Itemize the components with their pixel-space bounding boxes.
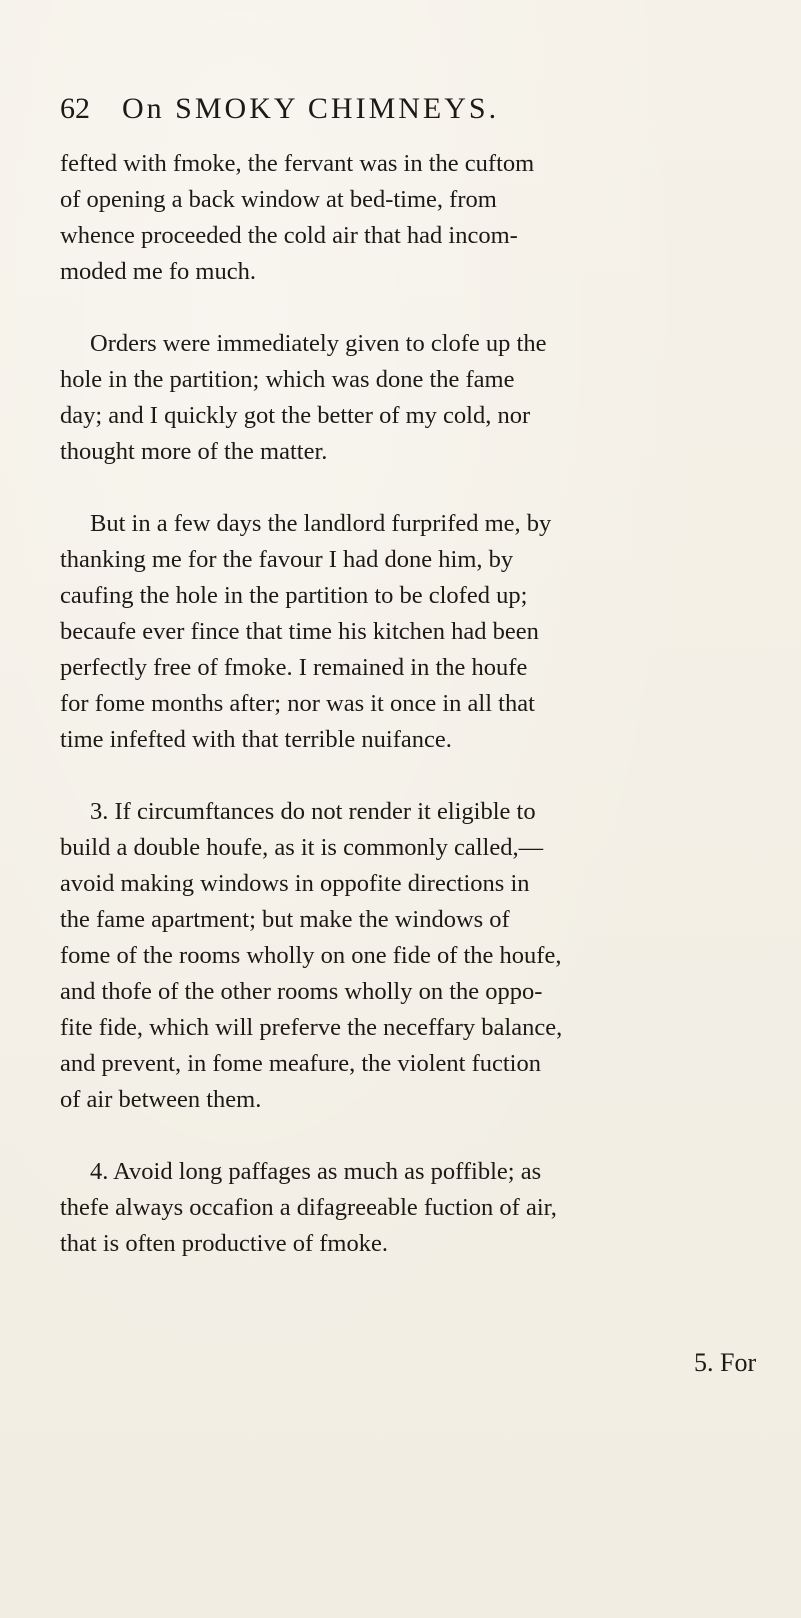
text-line: 3. If circumftances do not render it eligible to <box>90 798 536 825</box>
text-line: thefe always occafion a difagreeable fuction of air, <box>60 1194 557 1221</box>
paragraph-spacer <box>60 758 780 794</box>
running-title: On SMOKY CHIMNEYS. <box>122 92 500 125</box>
text-line: and thofe of the other rooms wholly on the oppo- <box>60 978 543 1005</box>
text-line: the fame apartment; but make the windows of <box>60 906 510 933</box>
text-line: build a double houfe, as it is commonly called,— <box>60 834 544 861</box>
text-line: fome of the rooms wholly on one fide of the houfe, <box>60 942 562 969</box>
text-line: 4. Avoid long paffages as much as poffible; as <box>90 1158 542 1185</box>
text-line: caufing the hole in the partition to be clofed up; <box>60 582 528 609</box>
text-line: becaufe ever fince that time his kitchen had been <box>60 618 539 645</box>
paragraph-landlord <box>60 506 780 758</box>
text-line: time infefted with that terrible nuifance. <box>60 726 452 753</box>
text-line: thought more of the matter. <box>60 438 328 465</box>
text-line: moded me fo much. <box>60 258 256 285</box>
text-line: whence proceeded the cold air that had incom- <box>60 222 518 249</box>
paragraph-spacer <box>60 1118 780 1154</box>
text-line: Orders were immediately given to clofe up the <box>90 330 547 357</box>
running-head <box>60 92 760 132</box>
text-line: fite fide, which will preferve the neceffary balance, <box>60 1014 563 1041</box>
body-text <box>60 146 780 1262</box>
text-line: and prevent, in fome meafure, the violent fuction <box>60 1050 541 1077</box>
text-line: But in a few days the landlord furprifed me, by <box>90 510 552 537</box>
paragraph-spacer <box>60 470 780 506</box>
text-line: of opening a back window at bed-time, from <box>60 186 497 213</box>
text-line: for fome months after; nor was it once in all that <box>60 690 535 717</box>
text-line: thanking me for the favour I had done him, by <box>60 546 514 573</box>
paragraph-continuation <box>60 146 780 290</box>
paragraph-point-3 <box>60 794 780 1118</box>
text-line: perfectly free of fmoke. I remained in the houfe <box>60 654 528 681</box>
paragraph-orders <box>60 326 780 470</box>
text-line: of air between them. <box>60 1086 262 1113</box>
text-line: hole in the partition; which was done the fame <box>60 366 515 393</box>
text-line: that is often productive of fmoke. <box>60 1230 388 1257</box>
text-line: fefted with fmoke, the fervant was in the cuftom <box>60 150 535 177</box>
text-line: day; and I quickly got the better of my cold, nor <box>60 402 531 429</box>
page-number: 62 <box>60 92 90 125</box>
paragraph-point-4 <box>60 1154 780 1262</box>
catchword: 5. For <box>694 1348 757 1377</box>
text-line: avoid making windows in oppofite directions in <box>60 870 530 897</box>
paragraph-spacer <box>60 290 780 326</box>
